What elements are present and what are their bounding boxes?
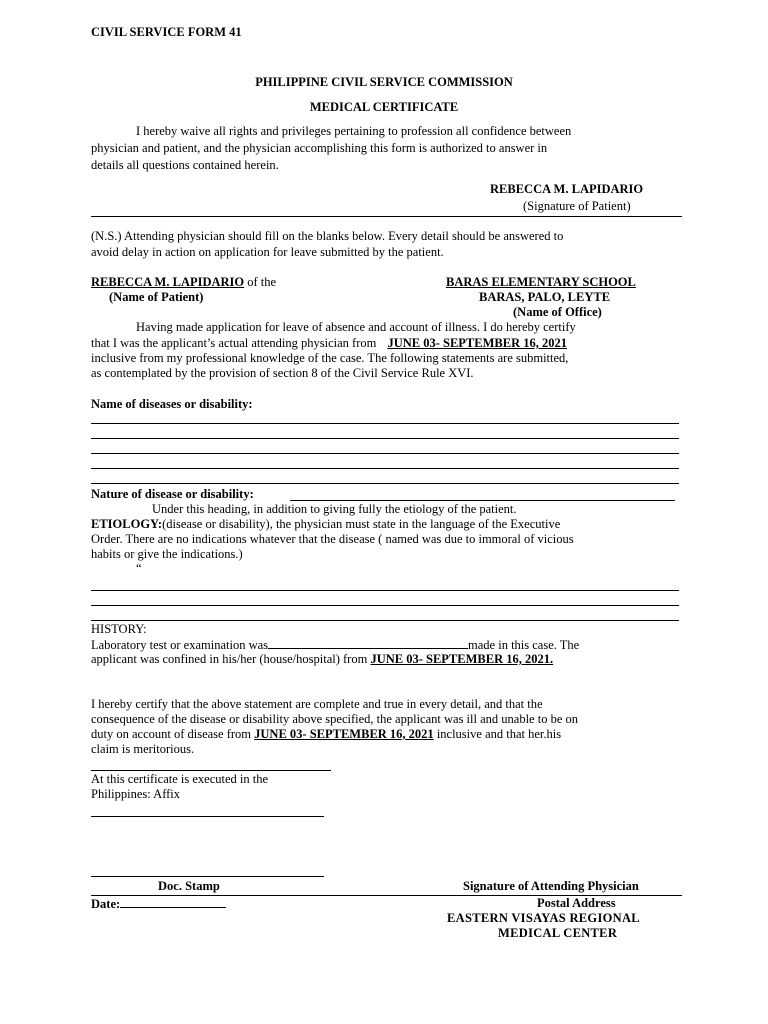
final-line-3-end: inclusive and that her.his xyxy=(436,727,562,741)
lab-test-text-end: made in this case. The xyxy=(468,638,580,652)
postal-address-line-2: MEDICAL CENTER xyxy=(498,926,618,940)
final-dates: JUNE 03- SEPTEMBER 16, 2021 xyxy=(254,727,434,741)
of-the-text: of the xyxy=(247,275,277,289)
agency-name: PHILIPPINE CIVIL SERVICE COMMISSION xyxy=(255,75,513,89)
certify-line-2-text: that I was the applicant’s actual attending physician from xyxy=(91,336,377,350)
form-label: CIVIL SERVICE FORM 41 xyxy=(91,25,242,39)
doc-stamp-label: Doc. Stamp xyxy=(158,879,220,893)
nature-label: Nature of disease or disability: xyxy=(91,487,254,501)
ns-note-line-2: avoid delay in action on application for leave submitted by the patient. xyxy=(91,245,444,259)
date-label: Date: xyxy=(91,897,121,911)
etiology-line-2 xyxy=(91,517,560,532)
lab-test-text: Laboratory test or examination was xyxy=(91,638,269,652)
patient-name: REBECCA M. LAPIDARIO xyxy=(91,275,245,289)
certify-line-4: as contemplated by the provision of section 8 of the Civil Service Rule XVI. xyxy=(91,366,474,380)
waiver-line-2: physician and patient, and the physician accomplishing this form is authorized to answer in xyxy=(91,141,548,155)
signature-divider xyxy=(91,216,682,217)
executed-line-2: Philippines: Affix xyxy=(91,787,181,801)
affix-blank[interactable] xyxy=(91,816,324,817)
final-line-3-text: duty on account of disease from xyxy=(91,727,252,741)
diseases-blank-1[interactable] xyxy=(91,423,679,424)
date-blank[interactable] xyxy=(120,896,226,908)
ns-note-line-1: (N.S.) Attending physician should fill on the blanks below. Every detail should be answered to xyxy=(91,229,564,243)
final-line-3 xyxy=(91,727,561,742)
doc-stamp-line[interactable] xyxy=(91,876,324,877)
etiology-label: ETIOLOGY: xyxy=(91,517,163,531)
etiology-line-4: habits or give the indications.) xyxy=(91,547,243,561)
executed-line-1: At this certificate is executed in the xyxy=(91,772,269,786)
physician-signature-label: Signature of Attending Physician xyxy=(463,879,639,893)
final-line-2: consequence of the disease or disability above specified, the applicant was ill and unable to be on xyxy=(91,712,578,726)
etiology-line-3: Order. There are no indications whatever that the disease ( named was due to immoral of vicious xyxy=(91,532,574,546)
lab-test-line xyxy=(91,637,579,653)
office-name: BARAS ELEMENTARY SCHOOL xyxy=(446,275,636,289)
final-line-4: claim is meritorious. xyxy=(91,742,195,756)
postal-address-line-1: EASTERN VISAYAS REGIONAL xyxy=(447,911,640,925)
diseases-blank-5[interactable] xyxy=(91,483,679,484)
final-line-1: I hereby certify that the above statement are complete and true in every detail, and that the xyxy=(91,697,543,711)
diseases-blank-4[interactable] xyxy=(91,468,679,469)
diseases-blank-2[interactable] xyxy=(91,438,679,439)
lab-test-blank[interactable] xyxy=(268,637,468,649)
diseases-blank-3[interactable] xyxy=(91,453,679,454)
waiver-line-1: I hereby waive all rights and privileges pertaining to profession all confidence between xyxy=(136,124,572,138)
confined-line xyxy=(91,652,553,667)
date-field xyxy=(91,896,226,912)
confined-dates: JUNE 03- SEPTEMBER 16, 2021. xyxy=(370,652,554,666)
certify-line-2 xyxy=(91,336,567,351)
etiology-blank-3[interactable] xyxy=(91,620,679,621)
patient-line xyxy=(91,275,276,290)
document-title: MEDICAL CERTIFICATE xyxy=(309,100,459,114)
diseases-label: Name of diseases or disability: xyxy=(91,397,253,411)
certify-dates: JUNE 03- SEPTEMBER 16, 2021 xyxy=(387,336,567,350)
etiology-line-2-text: (disease or disability), the physician must state in the language of the Executive xyxy=(162,517,561,531)
patient-name-caption: (Name of Patient) xyxy=(109,290,204,304)
office-address: BARAS, PALO, LEYTE xyxy=(479,290,611,304)
confined-text: applicant was confined in his/her (house/hospital) from xyxy=(91,652,368,666)
patient-signature-caption: (Signature of Patient) xyxy=(523,199,631,213)
executed-top-line xyxy=(91,770,331,771)
nature-blank[interactable] xyxy=(290,500,675,501)
etiology-quote-mark: “ xyxy=(136,561,142,575)
office-caption: (Name of Office) xyxy=(513,305,602,319)
certify-line-1: Having made application for leave of absence and account of illness. I do hereby certify xyxy=(136,320,576,334)
waiver-line-3: details all questions contained herein. xyxy=(91,158,279,172)
etiology-line-1: Under this heading, in addition to giving fully the etiology of the patient. xyxy=(152,502,517,516)
etiology-blank-2[interactable] xyxy=(91,605,679,606)
etiology-blank-1[interactable] xyxy=(91,590,679,591)
postal-address-label: Postal Address xyxy=(537,896,616,910)
history-label: HISTORY: xyxy=(91,622,147,636)
certify-line-3: inclusive from my professional knowledge of the case. The following statements are submitted, xyxy=(91,351,569,365)
patient-signature-name: REBECCA M. LAPIDARIO xyxy=(490,182,644,196)
